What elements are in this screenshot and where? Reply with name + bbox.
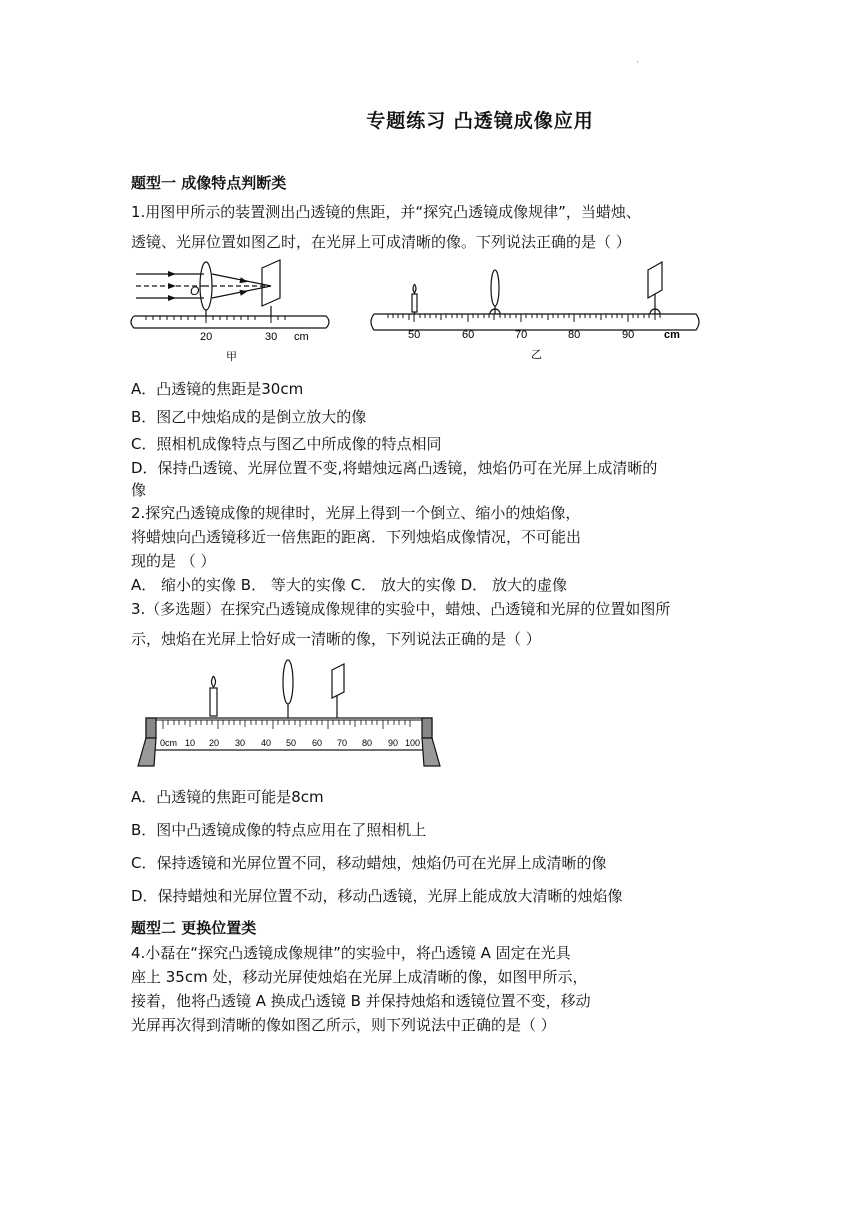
bench-leg (422, 738, 440, 766)
tick-label: 90 (622, 329, 635, 341)
q4-stem-line-2: 座上 35cm 处，移动光屏使烛焰在光屏上成清晰的像，如图甲所示， (131, 968, 588, 986)
q3-option-d: D．保持蜡烛和光屏位置不动，移动凸透镜，光屏上能成放大清晰的烛焰像 (131, 887, 623, 905)
q1-option-d-line-2: 像 (131, 481, 147, 499)
q3-stem-line-1: 3.（多选题）在探究凸透镜成像规律的实验中，蜡烛、凸透镜和光屏的位置如图所 (131, 600, 671, 618)
q1-option-a: A．凸透镜的焦距是30cm (131, 380, 304, 398)
tick-label: 60 (312, 738, 323, 748)
light-screen (262, 260, 280, 306)
q4-stem-line-4: 光屏再次得到清晰的像如图乙所示，则下列说法中正确的是（ ） (131, 1016, 556, 1034)
q1-option-d-line-1: D．保持凸透镜、光屏位置不变,将蜡烛远离凸透镜，烛焰仍可在光屏上成清晰的 (131, 459, 658, 477)
tick-label: 70 (337, 738, 348, 748)
q3-option-b: B．图中凸透镜成像的特点应用在了照相机上 (131, 821, 427, 839)
tick-label: 90 (388, 738, 399, 748)
tick-label: 40 (261, 738, 272, 748)
q2-stem-line-1: 2.探究凸透镜成像的规律时，光屏上得到一个倒立、缩小的烛焰像， (131, 504, 581, 522)
candle-flame (413, 284, 416, 293)
tick-label: 60 (462, 329, 475, 341)
figure-caption: 乙 (531, 349, 542, 361)
q3-option-a: A．凸透镜的焦距可能是8cm (131, 788, 324, 806)
tick-label: 80 (568, 329, 581, 341)
convex-lens (283, 660, 293, 704)
q3-option-c: C．保持透镜和光屏位置不同，移动蜡烛，烛焰仍可在光屏上成清晰的像 (131, 854, 607, 872)
unit-label: cm (664, 329, 680, 341)
q3-stem-line-2: 示，烛焰在光屏上恰好成一清晰的像，下列说法正确的是（ ） (131, 630, 541, 648)
tick-label: 0cm (160, 738, 178, 748)
tick-label: 30 (235, 738, 246, 748)
tick-label: 10 (185, 738, 196, 748)
section-heading-2: 题型二 更换位置类 (131, 919, 257, 937)
q1-figure-yi (366, 256, 710, 368)
q4-stem-line-3: 接着，他将凸透镜 A 换成凸透镜 B 并保持烛焰和透镜位置不变，移动 (131, 992, 591, 1010)
candle (412, 294, 417, 312)
q1-stem-line-1: 1.用图甲所示的装置测出凸透镜的焦距，并“探究凸透镜成像规律”，当蜡烛、 (131, 203, 641, 221)
bench-leg (138, 738, 156, 766)
q1-option-c: C．照相机成像特点与图乙中所成像的特点相同 (131, 435, 442, 453)
q1-option-b: B．图乙中烛焰成的是倒立放大的像 (131, 408, 367, 426)
tick-label: 20 (200, 331, 213, 343)
page-title: 专题练习 凸透镜成像应用 (366, 110, 594, 132)
candle (210, 688, 217, 716)
optical-bench (131, 316, 329, 328)
figure-caption: 甲 (226, 351, 237, 363)
section-heading-1: 题型一 成像特点判断类 (131, 174, 287, 192)
tick-label: 100 (405, 738, 421, 748)
page-mark: · (636, 58, 639, 68)
tick-label: 50 (286, 738, 297, 748)
q1-stem-line-2: 透镜、光屏位置如图乙时，在光屏上可成清晰的像。下列说法正确的是（ ） (131, 233, 631, 251)
tick-label: 20 (209, 738, 220, 748)
tick-label: 30 (265, 331, 278, 343)
lens-center-label: O (190, 284, 200, 298)
q4-stem-line-1: 4.小磊在“探究凸透镜成像规律”的实验中，将凸透镜 A 固定在光具 (131, 944, 571, 962)
tick-label: 80 (362, 738, 373, 748)
tick-label: 50 (408, 329, 421, 341)
light-screen (648, 262, 662, 298)
q2-stem-line-3: 现的是 （ ） (131, 552, 216, 570)
candle-flame (212, 676, 216, 687)
convex-lens (491, 270, 499, 306)
tick-label: 70 (515, 329, 528, 341)
q1-figure-jia (126, 256, 346, 368)
q2-stem-line-2: 将蜡烛向凸透镜移近一倍焦距的距离．下列烛焰成像情况，不可能出 (131, 528, 582, 546)
unit-label: cm (294, 331, 309, 343)
q2-options: A． 缩小的实像 B． 等大的实像 C． 放大的实像 D． 放大的虚像 (131, 576, 567, 594)
q3-figure-optical-bench (134, 658, 444, 770)
light-screen (332, 664, 344, 698)
